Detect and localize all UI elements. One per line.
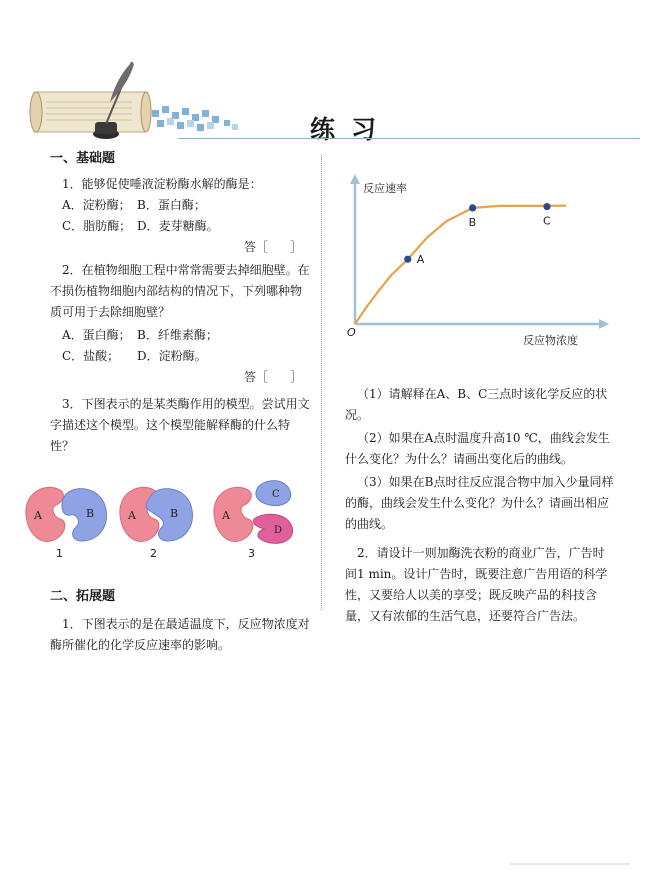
section-heading-extension: 二、拓展题 [50, 589, 116, 604]
header-divider [178, 138, 640, 139]
figure-number-2: 2 [150, 547, 157, 560]
sub-question-3: （3）如果在B点时往反应混合物中加入少量同样的酶，曲线会发生什么变化？为什么？请画出相应的曲线。 [345, 475, 614, 531]
question-1: 1．能够促使唾液淀粉酶水解的酶是： [62, 177, 262, 191]
section-heading-basic: 一、基础题 [50, 151, 116, 166]
rate-curve [355, 206, 566, 324]
left-column [34, 147, 312, 656]
y-axis-label: 反应速率 [363, 182, 407, 195]
enzyme-model-3 [208, 469, 303, 561]
reaction-rate-chart [345, 172, 615, 352]
figure-number-1: 1 [56, 547, 63, 560]
question-ext-1: 1．下图表示的是在最适温度下，反应物浓度对酶所催化的化学反应速率的影响。 [50, 617, 310, 652]
option-b: B．蛋白酶； [137, 198, 206, 212]
x-axis-arrow-icon [599, 319, 609, 329]
label-c: C [272, 489, 280, 500]
exercise-header [28, 58, 640, 150]
y-axis-arrow-icon [350, 174, 360, 184]
option-d: D．淀粉酶。 [137, 349, 207, 363]
point-label-c: C [543, 214, 551, 228]
column-divider [321, 155, 322, 610]
option-c: C．脂肪酶； [62, 219, 132, 233]
footer-decoration [500, 858, 640, 868]
option-b: B．纤维素酶； [137, 328, 218, 342]
question-3: 3．下图表示的是某类酶作用的模型。尝试用文字描述这个模型。这个模型能解释酶的什么特性？ [50, 397, 310, 453]
answer-blank-1: 答［ ］ [243, 240, 302, 254]
origin-label: O [347, 326, 356, 339]
question-2-options-row1 [50, 325, 312, 346]
label-b: B [86, 507, 95, 520]
scroll-quill-icon [28, 58, 248, 148]
option-c: C．盐酸； [62, 349, 120, 363]
point-label-a: A [416, 253, 425, 267]
question-1-options-row1 [50, 195, 312, 216]
question-2: 2．在植物细胞工程中常常需要去掉细胞壁。在不损伤植物细胞内部结构的情况下，下列哪种物质可用于去除细胞壁？ [50, 263, 310, 319]
right-column-text [345, 384, 615, 627]
page-title: 练习 [310, 115, 393, 144]
data-point-b [469, 204, 476, 211]
option-d: D．麦芽糖酶。 [137, 219, 219, 233]
label-d: D [274, 525, 283, 536]
question-2-options-row2 [50, 346, 312, 367]
answer-blank-2: 答［ ］ [243, 370, 302, 384]
option-a: A．蛋白酶； [62, 328, 131, 342]
label-b: B [170, 507, 179, 520]
sub-question-1: （1）请解释在A、B、C三点时该化学反应的状况。 [345, 387, 608, 422]
figure-number-3: 3 [248, 547, 255, 560]
option-a: A．淀粉酶； [62, 198, 131, 212]
label-a: A [128, 509, 136, 522]
enzyme-model-1 [20, 469, 115, 561]
label-a: A [34, 509, 42, 522]
sub-question-2: （2）如果在A点时温度升高10 ℃，曲线会发生什么变化？为什么？请画出变化后的曲线。 [345, 431, 610, 466]
question-ext-2: 2．请设计一则加酶洗衣粉的商业广告，广告时间1 min。设计广告时，既要注意广告用语的科学性，又要给人以美的享受；既反映产品的科技含量，又有浓郁的生活气息，还要符合广告法。 [345, 546, 608, 623]
data-point-c [543, 203, 550, 210]
label-a: A [222, 509, 230, 522]
data-point-a [404, 256, 411, 263]
enzyme-model-2 [114, 469, 209, 561]
point-label-b: B [468, 215, 477, 229]
enzyme-model-figures [20, 469, 312, 561]
x-axis-label: 反应物浓度 [523, 334, 578, 347]
question-1-options-row2 [50, 216, 312, 237]
